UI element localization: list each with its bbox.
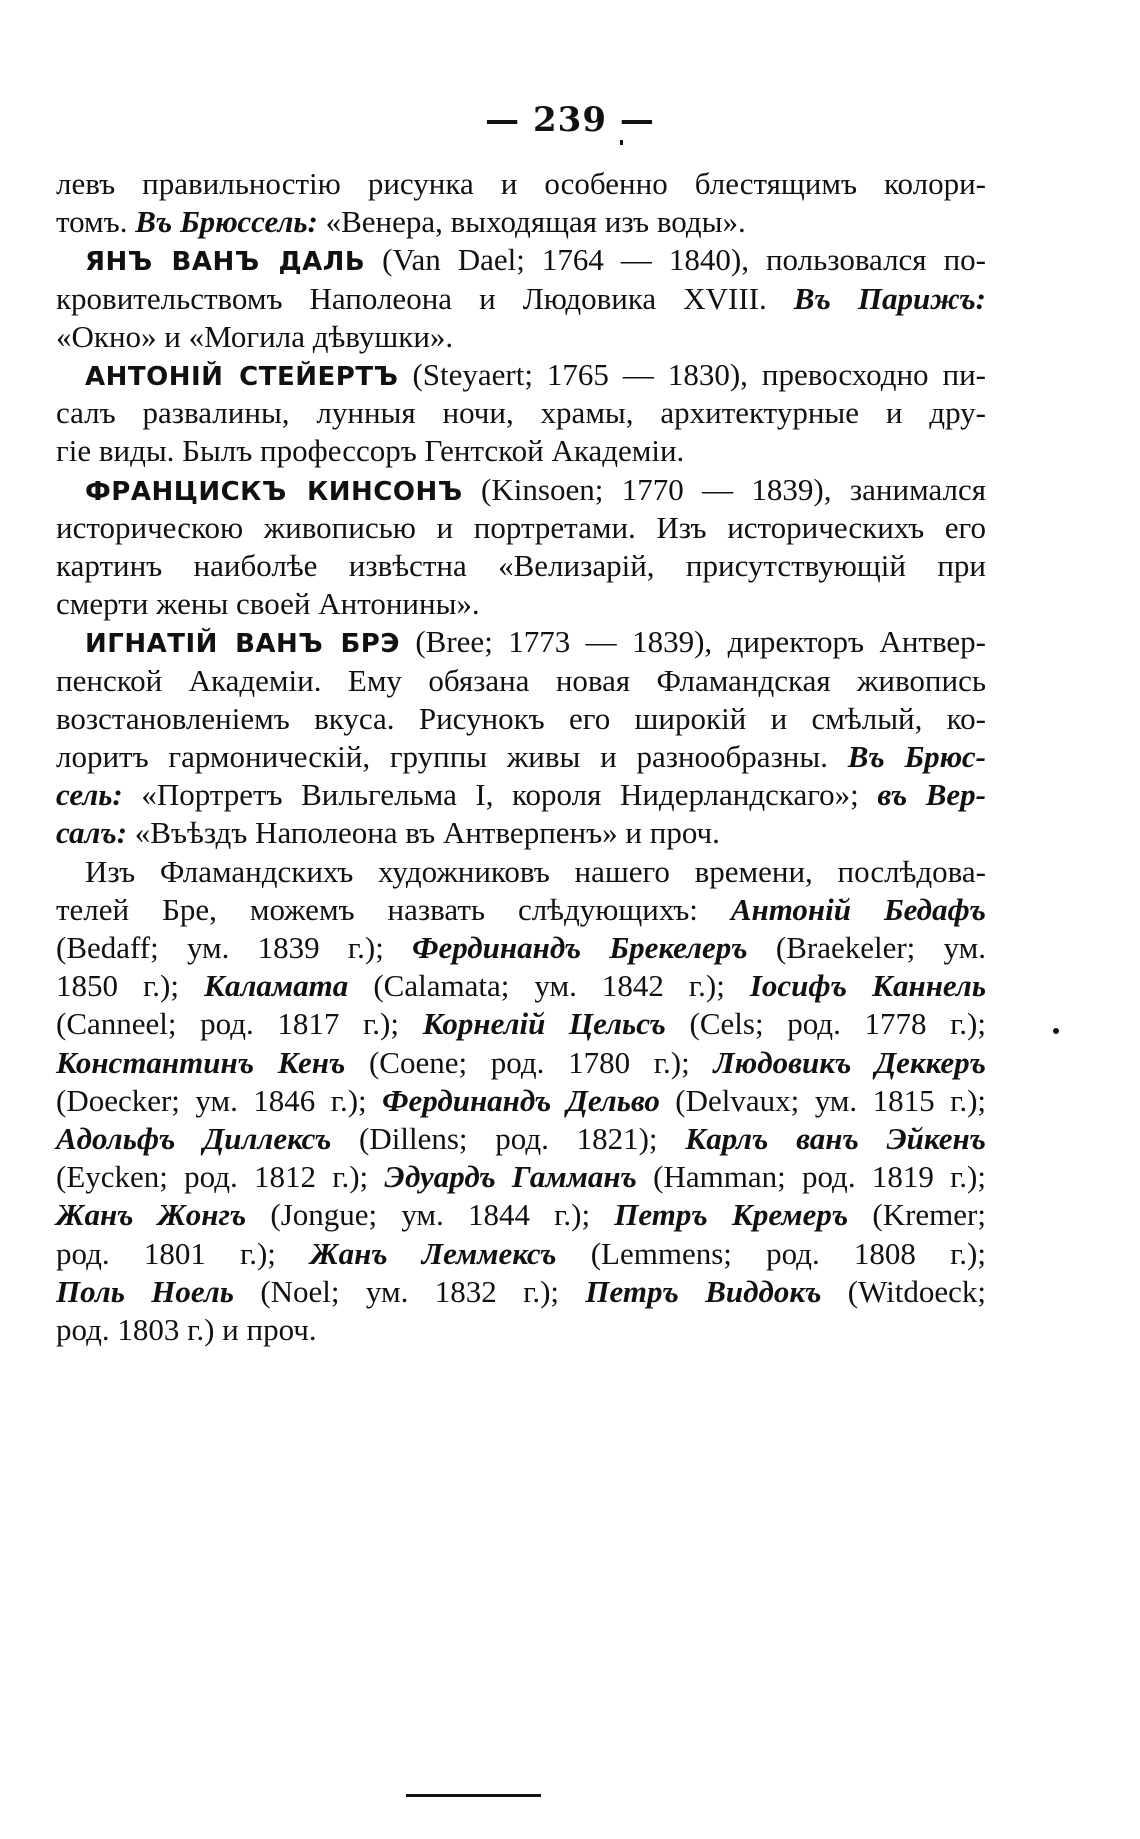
text-run: (Kinsoen; 1770 — 1839), занимался [462, 471, 986, 507]
artist-heading: ФРАНЦИСКЪ КИНСОНЪ [85, 476, 463, 507]
artist-heading: ЯНЪ ВАНЪ ДАЛЬ [85, 247, 366, 278]
text-line [85, 241, 986, 281]
italic-name: въ Вер- [877, 777, 986, 813]
text-line [56, 432, 986, 470]
text-run: (Noel; ум. 1832 г.); [233, 1273, 586, 1309]
text-run: (Hamman; род. 1819 г.); [636, 1159, 986, 1195]
italic-name: Адольфъ Диллексъ [56, 1121, 332, 1156]
text-line [56, 509, 986, 547]
italic-name: Петръ Виддокъ [585, 1273, 822, 1309]
italic-name: Фердинандъ Дельво [382, 1082, 660, 1118]
italic-name: Антоній Бедафъ [730, 891, 986, 927]
text-line [56, 738, 986, 776]
text-run: (Doecker; ум. 1846 г.); [56, 1082, 383, 1118]
text-run: (Bree; 1773 — 1839), директоръ Антвер- [399, 624, 986, 660]
text-run: (Braekeler; ум. [747, 930, 986, 965]
end-rule [406, 1794, 541, 1797]
text-line [56, 1311, 986, 1349]
italic-name: Людовикъ Деккеръ [713, 1044, 986, 1080]
text-run: 1850 г.); [56, 968, 204, 1004]
text-line [56, 967, 986, 1005]
text-line [56, 662, 986, 700]
text-run: (Jongue; ум. 1844 г.); [246, 1197, 615, 1233]
text-run: «Венера, выходящая изъ воды». [317, 204, 746, 240]
text-run: род. 1803 г.) и проч. [56, 1312, 317, 1347]
italic-name: Жанъ Жонгъ [56, 1197, 247, 1233]
italic-name: Жанъ Леммексъ [310, 1235, 557, 1271]
italic-name: Въ Парижъ: [793, 280, 986, 316]
italic-name: Фердинандъ Брекелеръ [412, 930, 748, 965]
italic-name: сель: [56, 777, 123, 813]
text-line [85, 623, 986, 663]
text-run: телей Бре, можемъ назвать слѣдующихъ: [56, 891, 731, 927]
text-line [85, 471, 986, 511]
text-run: (Bedaff; ум. 1839 г.); [56, 930, 413, 965]
italic-name: Въ Брюссель: [135, 204, 318, 240]
text-line [56, 585, 986, 623]
italic-name: Карлъ ванъ Эйкенъ [685, 1121, 987, 1156]
text-line [56, 394, 986, 432]
text-run: «Въѣздъ Наполеона въ Антверпенъ» и проч. [127, 815, 720, 851]
text-line [56, 814, 986, 852]
text-run: (Witdoeck; [821, 1273, 986, 1309]
text-line [56, 1120, 986, 1158]
text-line [56, 1196, 986, 1234]
text-line [56, 1235, 986, 1273]
text-run: пенской Академіи. Ему обязана новая Фламандская живопись [56, 662, 986, 698]
italic-name: Корнелій Цельсъ [422, 1006, 666, 1042]
text-run: (Van Dael; 1764 — 1840), пользовался по- [365, 242, 986, 278]
page-number: — 239 — [485, 100, 655, 140]
text-run: картинъ наиболѣе извѣстна «Велизарій, присутствующій при [56, 548, 986, 583]
text-run: кровительствомъ Наполеона и Людовика XVIII. [56, 280, 794, 316]
text-line [56, 776, 986, 814]
text-run: (Steyaert; 1765 — 1830), превосходно пи- [398, 357, 987, 392]
text-line [56, 203, 986, 241]
text-run: смерти жены своей Антонины». [56, 586, 480, 622]
italic-name: Эдуардъ Гамманъ [384, 1159, 637, 1195]
text-run: томъ. [56, 204, 136, 240]
text-line [56, 929, 986, 967]
text-run: (Dillens; род. 1821); [331, 1121, 686, 1156]
text-line [56, 547, 986, 585]
text-line [56, 318, 986, 356]
text-run: лоритъ гармоническій, группы живы и разнообразны. [56, 739, 848, 774]
text-run: Изъ Фламандскихъ художниковъ нашего времени, послѣдова- [85, 853, 986, 889]
artist-heading: АНТОНІЙ СТЕЙЕРТЪ [85, 362, 399, 392]
text-run: «Портретъ Вильгельма I, короля Нидерландскаго»; [122, 777, 878, 813]
text-line [56, 1273, 986, 1311]
text-run: (Coene; род. 1780 г.); [345, 1044, 714, 1080]
text-line [56, 1082, 986, 1120]
text-line [85, 356, 986, 396]
text-run: (Canneel; род. 1817 г.); [56, 1006, 423, 1042]
text-line [56, 280, 986, 318]
text-run: (Eycken; род. 1812 г.); [56, 1159, 385, 1195]
text-line [56, 1005, 986, 1043]
text-line [56, 1158, 986, 1196]
ink-speck [620, 140, 623, 145]
text-line [85, 853, 986, 891]
text-run: левъ правильностію рисунка и особенно блестящимъ колори- [56, 166, 986, 201]
text-line [56, 165, 986, 203]
text-run: (Cels; род. 1778 г.); [665, 1006, 986, 1042]
ink-speck [1053, 1028, 1059, 1034]
italic-name: Въ Брюс- [847, 739, 986, 774]
text-run: салъ развалины, лунныя ночи, храмы, архитектурные и дру- [56, 395, 986, 431]
text-run: гіе виды. Былъ профессоръ Гентской Академіи. [56, 433, 685, 469]
italic-name: Іосифъ Каннель [749, 968, 986, 1004]
italic-name: Константинъ Кенъ [56, 1044, 346, 1080]
italic-name: Петръ Кремеръ [614, 1197, 849, 1233]
text-run: историческою живописью и портретами. Изъ историческихъ его [56, 509, 986, 545]
italic-name: Поль Ноель [56, 1273, 234, 1309]
text-run: род. 1801 г.); [56, 1235, 311, 1271]
italic-name: салъ: [56, 815, 128, 851]
text-run: (Lemmens; род. 1808 г.); [556, 1235, 986, 1271]
italic-name: Каламата [204, 968, 349, 1004]
text-run: (Delvaux; ум. 1815 г.); [659, 1082, 987, 1118]
text-line [56, 891, 986, 929]
text-run: (Kremer; [848, 1197, 986, 1233]
text-line [56, 700, 986, 738]
text-line [56, 1044, 986, 1082]
artist-heading: ИГНАТІЙ ВАНЪ БРЭ [85, 629, 400, 660]
text-run: (Calamata; ум. 1842 г.); [348, 968, 750, 1004]
text-run: «Окно» и «Могила дѣвушки». [56, 318, 454, 354]
text-run: возстановленіемъ вкуса. Рисунокъ его широкій и смѣлый, ко- [56, 700, 986, 736]
